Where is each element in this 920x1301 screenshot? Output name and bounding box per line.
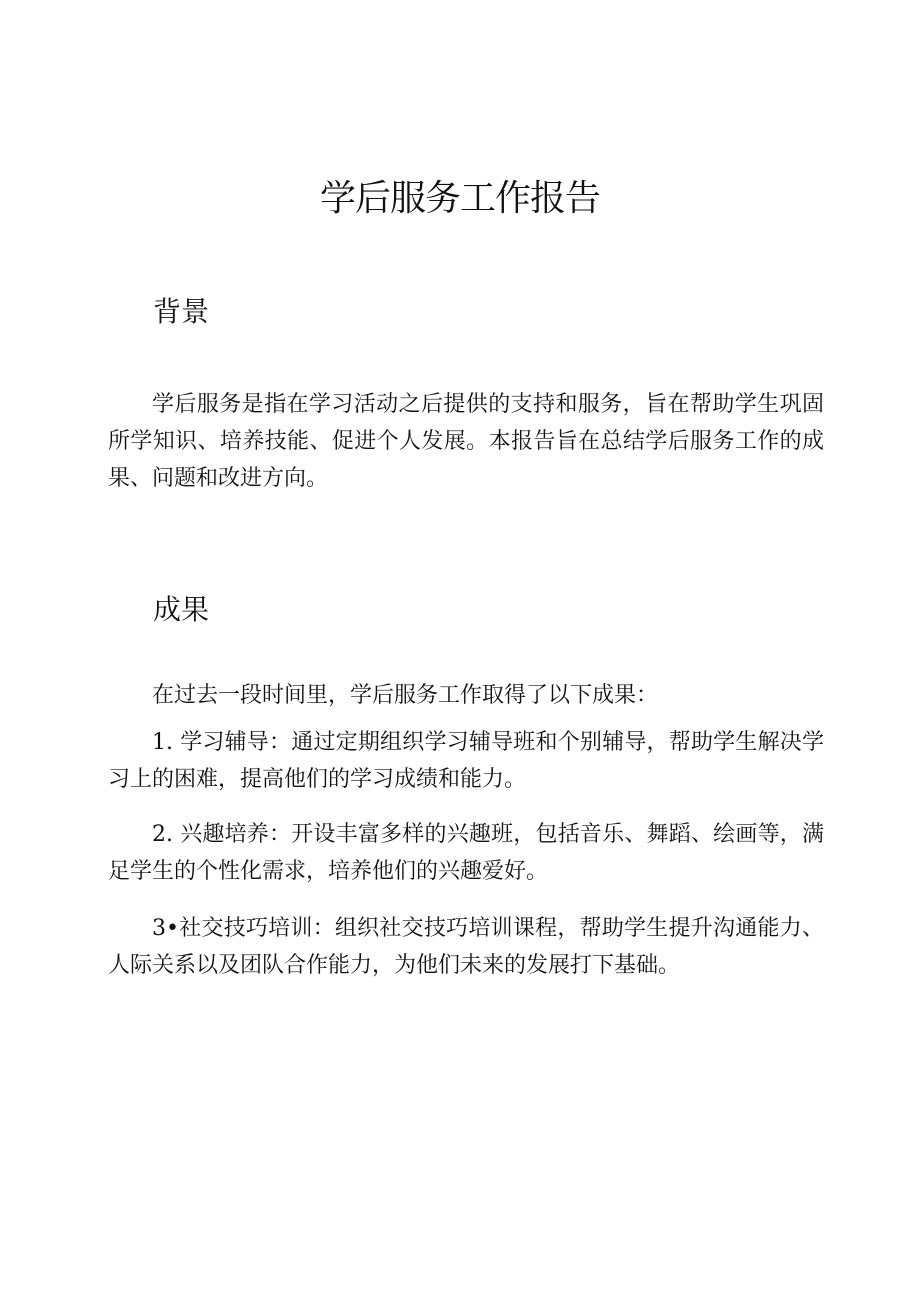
section-heading-results: 成果 <box>153 593 210 626</box>
section-heading-background: 背景 <box>153 295 210 328</box>
document-title: 学后服务工作报告 <box>319 178 600 219</box>
results-item-social-skills: 3•社交技巧培训：组织社交技巧培训课程，帮助学生提升沟通能力、人际关系以及团队合作能力，为他们未来的发展打下基础。 <box>108 916 824 978</box>
results-item-interests: 2. 兴趣培养：开设丰富多样的兴趣班，包括音乐、舞蹈、绘画等，满足学生的个性化需求，培养他们的兴趣爱好。 <box>108 822 824 884</box>
results-intro-paragraph: 在过去一段时间里，学后服务工作取得了以下成果： <box>152 683 659 708</box>
background-paragraph: 学后服务是指在学习活动之后提供的支持和服务，旨在帮助学生巩固所学知识、培养技能、促进个人发展。本报告旨在总结学后服务工作的成果、问题和改进方向。 <box>108 392 824 491</box>
results-item-tutoring: 1. 学习辅导：通过定期组织学习辅导班和个别辅导，帮助学生解决学习上的困难，提高他们的学习成绩和能力。 <box>108 730 824 792</box>
